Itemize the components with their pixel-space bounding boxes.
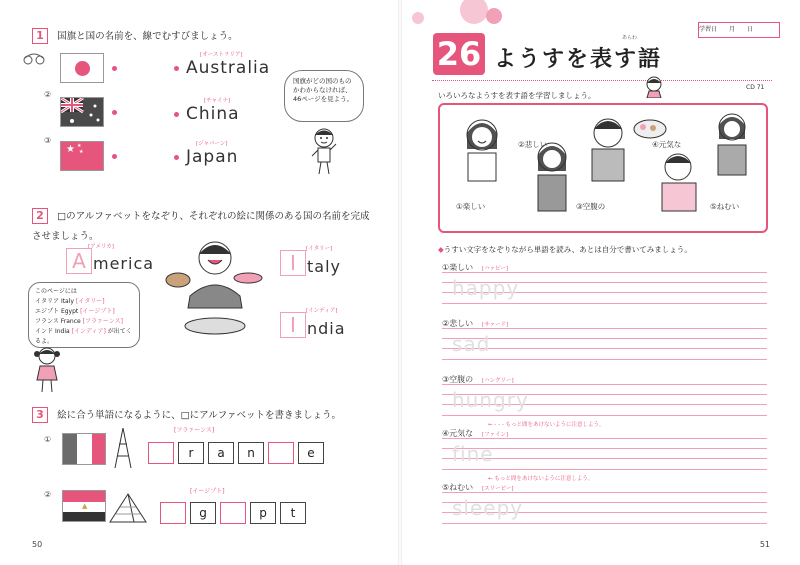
row3-trace-word: hungry [452, 388, 529, 412]
left-page-number: 50 [32, 540, 43, 549]
australia-label: Australia [186, 58, 271, 78]
q2-number: 2 [32, 208, 48, 224]
france-flag [62, 433, 106, 465]
scene-label-sleepy: ⑤ねむい [710, 202, 740, 211]
row2-label: ②悲しい [442, 319, 474, 328]
row3-kana: [ハングリー] [482, 378, 514, 384]
america-letter-box[interactable]: A [66, 248, 92, 274]
q3-row2-cell-2: g [190, 502, 216, 524]
italy-kana: [イタリー] [306, 246, 333, 252]
america-rest: merica [93, 254, 155, 273]
row2-kana: [サァード] [482, 322, 509, 328]
row4-writing-lines[interactable] [442, 438, 767, 470]
boy-eating-illustration [160, 236, 270, 336]
row5-trace-word: sleepy [452, 496, 524, 520]
row3-writing-lines[interactable] [442, 384, 767, 416]
pyramid-illustration [108, 492, 148, 524]
egypt-flag: ▲ [62, 490, 106, 522]
row5-label: ⑤ねむい [442, 483, 474, 492]
title-divider [432, 80, 772, 81]
study-date-box[interactable]: 学習日 月 日 [698, 22, 780, 38]
bubble-line-india: インド India [インディア] が出てくるよ。 [35, 328, 132, 345]
row1-trace-word: happy [452, 276, 520, 300]
q3-row1-cell-2: r [178, 442, 204, 464]
country-dot-2[interactable] [174, 112, 179, 117]
emotion-scene-box [438, 103, 768, 233]
row5-hint: ← もっと間をあけないように注意しよう。 [488, 476, 594, 482]
q3-row1-cell-6: e [298, 442, 324, 464]
q3-row2-cell-4: p [250, 502, 276, 524]
country-dot-1[interactable] [174, 66, 179, 71]
row2-trace-word: sad [452, 332, 491, 356]
bubble-line-egypt: エジプト Egypt [イージプト] [35, 308, 115, 315]
practice-instruction: ◆うすい文字をなぞりながら単語を読み、あとは自分で書いてみましょう。 [438, 245, 692, 254]
q3-instruction: 絵に合う単語になるように、□にアルファベットを書きましょう。 [57, 410, 342, 421]
india-rest: ndia [307, 319, 346, 338]
q3-row1-kana: [フラァーンス] [174, 427, 215, 434]
row4-label: ④元気な [442, 429, 474, 438]
italy-letter-box[interactable]: I [280, 250, 306, 276]
q3-header [32, 403, 341, 423]
q1-hint-bubble: 国旗がどの国のものかわからなければ、46ページを見よう。 [284, 70, 364, 122]
q1-mark-2: ② [44, 90, 52, 99]
q3-row1-cell-1[interactable] [148, 442, 174, 464]
q2-instruction: □のアルファベットをなぞり、それぞれの絵に関係のある国の名前を完成させましょう。 [32, 211, 370, 242]
australia-kana: [オーストラリア] [200, 52, 243, 58]
scene-label-happy: ①楽しい [456, 202, 486, 211]
q3-row1-cell-3: a [208, 442, 234, 464]
country-dot-3[interactable] [174, 155, 179, 160]
q3-row2-cell-1[interactable] [160, 502, 186, 524]
right-instruction: いろいろなようすを表す語を学習しましょう。 [438, 91, 596, 100]
q2-info-bubble [28, 282, 140, 348]
q3-mark-2: ② [44, 490, 52, 499]
china-flag: ★ ★ ★ [60, 141, 104, 171]
q3-row2-kana: [イージプト] [190, 488, 225, 495]
row1-writing-lines[interactable] [442, 272, 767, 304]
bubble-line-france: フランス France [フラァーンス] [35, 318, 123, 325]
q3-row1-cell-5[interactable] [268, 442, 294, 464]
q3-row2-cell-3[interactable] [220, 502, 246, 524]
boy-illustration [310, 128, 338, 178]
row4-trace-word: fine [452, 442, 494, 466]
america-kana: [アメリカ] [88, 244, 114, 250]
row1-kana: [ハァピー] [482, 266, 509, 272]
row5-kana: [スリーピー] [482, 486, 514, 492]
q3-row1-cell-4: n [238, 442, 264, 464]
japan-flag [60, 53, 104, 83]
india-kana: [インディア] [306, 308, 338, 314]
diamond-icon: ◆ [438, 245, 444, 254]
q1-mark-3: ③ [44, 136, 52, 145]
title-ruby: あらわ [622, 35, 638, 41]
left-page [0, 0, 398, 565]
cd-track-label: CD 71 [746, 84, 765, 91]
china-kana: [チャイナ] [204, 98, 231, 104]
row4-hint: ← ‐ ‐ ‐ もっと間をあけないように注意しよう。 [488, 422, 605, 428]
flag-dot-2[interactable] [112, 110, 117, 115]
girl-illustration [32, 346, 62, 394]
japan-kana: [ジャパーン] [196, 141, 228, 147]
right-page [402, 0, 800, 565]
q1-header [32, 24, 238, 44]
bubble-line-italy: イタリア Italy [イタリー] [35, 298, 105, 305]
bubble-title: このページには [35, 288, 77, 295]
eiffel-tower-illustration [110, 428, 136, 468]
scene-label-sad: ②悲しい [518, 140, 548, 149]
lesson-title: ようすを表す語 [494, 47, 663, 72]
flag-dot-1[interactable] [112, 66, 117, 71]
row1-label: ①楽しい [442, 263, 474, 272]
q1-instruction: 国旗と国の名前を、線でむすびましょう。 [57, 31, 238, 42]
q1-number: 1 [32, 28, 48, 44]
scene-label-hungry: ③空腹の [576, 202, 606, 211]
girl-mascot-illustration [642, 74, 666, 98]
row2-writing-lines[interactable] [442, 328, 767, 360]
lesson-number: 26 [433, 33, 485, 75]
right-page-number: 51 [759, 540, 770, 549]
row3-label: ③空腹の [442, 375, 474, 384]
australia-flag [60, 97, 104, 127]
row4-kana: [ファイン] [482, 432, 509, 438]
row5-writing-lines[interactable] [442, 492, 767, 524]
flag-dot-3[interactable] [112, 154, 117, 159]
japan-label: Japan [186, 147, 239, 167]
q3-number: 3 [32, 407, 48, 423]
india-letter-box[interactable]: I [280, 312, 306, 338]
q3-row2-cell-5: t [280, 502, 306, 524]
cd-icon [22, 50, 46, 66]
italy-rest: taly [307, 257, 341, 276]
q3-mark-1: ① [44, 435, 52, 444]
scene-label-fine: ④元気な [652, 140, 682, 149]
china-label: China [186, 104, 240, 124]
